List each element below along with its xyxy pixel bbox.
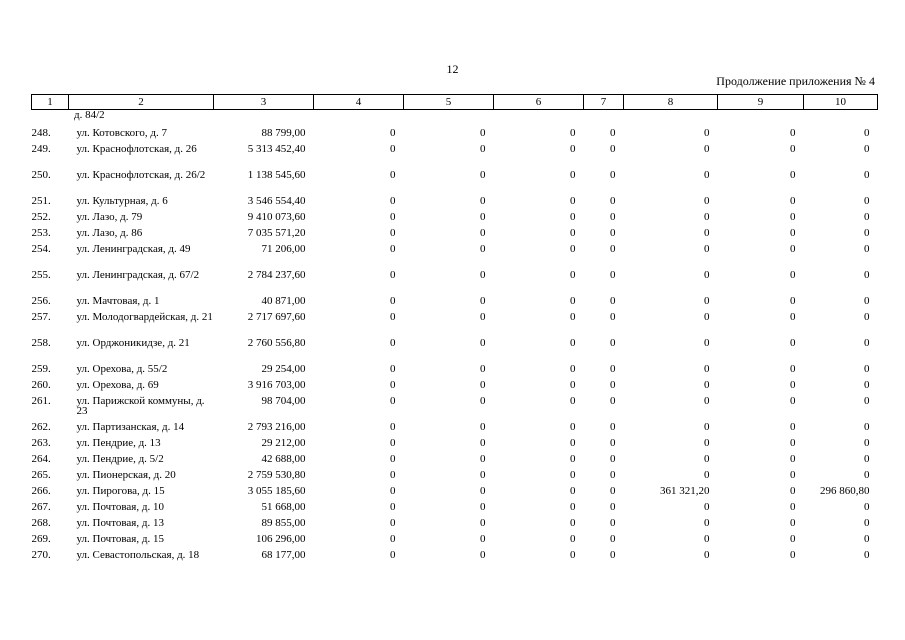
value-cell: 0 — [704, 143, 710, 155]
value-cell: 88 799,00 — [261, 127, 306, 139]
value-cell: 0 — [570, 295, 576, 307]
value-cell: 0 — [704, 337, 710, 349]
value-cell: 29 212,00 — [261, 437, 306, 449]
value-cell: 0 — [610, 517, 616, 529]
value-cell: 0 — [480, 311, 486, 323]
value-cell: 0 — [480, 437, 486, 449]
address-cell: ул. Пирогова, д. 15 — [76, 485, 165, 497]
value-cell: 0 — [390, 337, 396, 349]
table-row — [32, 548, 878, 574]
value-cell: 0 — [704, 363, 710, 375]
value-cell: 0 — [480, 453, 486, 465]
value-cell: 0 — [790, 501, 796, 513]
row-number: 268. — [31, 517, 51, 529]
col-header: 10 — [804, 95, 878, 110]
value-cell: 0 — [390, 295, 396, 307]
value-cell: 0 — [790, 311, 796, 323]
table-row — [32, 436, 878, 452]
value-cell: 0 — [390, 501, 396, 513]
address-cell: ул. Орехова, д. 55/2 — [76, 363, 168, 375]
address-cell: ул. Почтовая, д. 13 — [76, 517, 164, 529]
value-cell: 0 — [704, 269, 710, 281]
value-cell: 0 — [570, 501, 576, 513]
col-header: 7 — [584, 95, 624, 110]
value-cell: 7 035 571,20 — [247, 227, 306, 239]
value-cell: 0 — [570, 395, 576, 407]
value-cell: 0 — [390, 549, 396, 561]
value-cell: 0 — [610, 379, 616, 391]
value-cell: 0 — [864, 469, 870, 481]
value-cell: 0 — [480, 395, 486, 407]
value-cell: 0 — [610, 337, 616, 349]
value-cell: 0 — [610, 169, 616, 181]
value-cell: 0 — [790, 211, 796, 223]
value-cell: 0 — [610, 469, 616, 481]
address-cell: ул. Парижской коммуны, д. 23 — [76, 395, 205, 417]
value-cell: 0 — [864, 379, 870, 391]
value-cell: 0 — [610, 485, 616, 497]
address-cell: ул. Почтовая, д. 15 — [76, 533, 164, 545]
continuation-caption: Продолжение приложения № 4 — [716, 74, 875, 88]
value-cell: 51 668,00 — [261, 501, 306, 513]
value-cell: 0 — [390, 469, 396, 481]
value-cell: 0 — [390, 437, 396, 449]
col-header: 6 — [494, 95, 584, 110]
table-row — [32, 268, 878, 294]
value-cell: 0 — [610, 363, 616, 375]
value-cell: 0 — [864, 549, 870, 561]
value-cell: 0 — [864, 533, 870, 545]
table-row — [32, 362, 878, 378]
value-cell: 0 — [704, 395, 710, 407]
row-number: 261. — [31, 395, 51, 407]
value-cell: 0 — [570, 485, 576, 497]
table-row — [32, 142, 878, 168]
value-cell: 0 — [610, 269, 616, 281]
value-cell: 0 — [864, 501, 870, 513]
table-row — [32, 452, 878, 468]
table-row — [32, 126, 878, 142]
address-cell: ул. Орджоникидзе, д. 21 — [76, 337, 190, 349]
value-cell: 0 — [864, 395, 870, 407]
value-cell: 0 — [864, 227, 870, 239]
value-cell: 40 871,00 — [261, 295, 306, 307]
row-number: 270. — [31, 549, 51, 561]
address-cell: ул. Ленинградская, д. 49 — [76, 243, 191, 255]
value-cell: 0 — [570, 127, 576, 139]
table-body — [32, 110, 878, 575]
row-number: 251. — [31, 195, 51, 207]
value-cell: 0 — [480, 363, 486, 375]
col-header: 4 — [314, 95, 404, 110]
row-number: 252. — [31, 211, 51, 223]
value-cell: 0 — [864, 517, 870, 529]
address-cell: ул. Краснофлотская, д. 26/2 — [76, 169, 206, 181]
value-cell: 0 — [480, 227, 486, 239]
value-cell: 0 — [570, 337, 576, 349]
value-cell: 0 — [390, 363, 396, 375]
address-cell: ул. Пендрие, д. 5/2 — [76, 453, 164, 465]
table-row — [32, 336, 878, 362]
value-cell: 98 704,00 — [261, 395, 306, 407]
row-number: 253. — [31, 227, 51, 239]
value-cell: 0 — [390, 311, 396, 323]
value-cell: 3 546 554,40 — [247, 195, 306, 207]
value-cell: 0 — [570, 363, 576, 375]
value-cell: 0 — [390, 211, 396, 223]
value-cell: 0 — [704, 169, 710, 181]
value-cell: 0 — [480, 469, 486, 481]
row-number: 269. — [31, 533, 51, 545]
column-number-header-row — [32, 95, 878, 110]
value-cell: 0 — [480, 295, 486, 307]
value-cell: 0 — [864, 143, 870, 155]
row-number: 265. — [31, 469, 51, 481]
value-cell: 0 — [390, 169, 396, 181]
table-row — [32, 484, 878, 500]
value-cell: 0 — [790, 437, 796, 449]
value-cell: 0 — [570, 227, 576, 239]
value-cell: 0 — [790, 485, 796, 497]
value-cell: 0 — [390, 395, 396, 407]
value-cell: 0 — [570, 549, 576, 561]
value-cell: 0 — [480, 169, 486, 181]
continued-cell-fragment: д. 84/2 — [74, 109, 105, 121]
value-cell: 0 — [610, 549, 616, 561]
value-cell: 0 — [790, 227, 796, 239]
value-cell: 0 — [390, 127, 396, 139]
value-cell: 0 — [390, 485, 396, 497]
value-cell: 0 — [610, 311, 616, 323]
table-row — [32, 500, 878, 516]
value-cell: 0 — [610, 501, 616, 513]
address-cell: ул. Лазо, д. 86 — [76, 227, 143, 239]
value-cell: 0 — [790, 169, 796, 181]
table-row — [32, 242, 878, 268]
address-cell: ул. Орехова, д. 69 — [76, 379, 159, 391]
value-cell: 0 — [570, 437, 576, 449]
table-row — [32, 210, 878, 226]
row-number: 248. — [31, 127, 51, 139]
value-cell: 0 — [570, 469, 576, 481]
table-row — [32, 468, 878, 484]
value-cell: 0 — [570, 533, 576, 545]
col-header: 2 — [69, 95, 214, 110]
address-cell: ул. Лазо, д. 79 — [76, 211, 143, 223]
address-cell: ул. Почтовая, д. 10 — [76, 501, 164, 513]
table-row — [32, 294, 878, 310]
value-cell: 2 784 237,60 — [247, 269, 306, 281]
value-cell: 0 — [790, 295, 796, 307]
value-cell: 0 — [704, 469, 710, 481]
value-cell: 2 759 530,80 — [247, 469, 306, 481]
spacer-row — [32, 110, 878, 127]
value-cell: 0 — [570, 269, 576, 281]
value-cell: 0 — [864, 295, 870, 307]
value-cell: 0 — [390, 379, 396, 391]
value-cell: 0 — [390, 453, 396, 465]
value-cell: 0 — [610, 421, 616, 433]
value-cell: 0 — [570, 169, 576, 181]
row-number: 258. — [31, 337, 51, 349]
value-cell: 0 — [790, 379, 796, 391]
value-cell: 0 — [704, 379, 710, 391]
address-cell: ул. Краснофлотская, д. 26 — [76, 143, 197, 155]
value-cell: 0 — [790, 517, 796, 529]
value-cell: 0 — [864, 127, 870, 139]
value-cell: 0 — [704, 437, 710, 449]
value-cell: 0 — [790, 395, 796, 407]
row-number: 250. — [31, 169, 51, 181]
row-number: 257. — [31, 311, 51, 323]
value-cell: 0 — [480, 127, 486, 139]
value-cell: 0 — [864, 211, 870, 223]
value-cell: 0 — [704, 501, 710, 513]
table-row — [32, 378, 878, 394]
row-number: 264. — [31, 453, 51, 465]
table-row — [32, 194, 878, 210]
table-row — [32, 168, 878, 194]
value-cell: 0 — [570, 421, 576, 433]
page-number: 12 — [446, 62, 459, 76]
value-cell: 2 760 556,80 — [247, 337, 306, 349]
value-cell: 0 — [390, 243, 396, 255]
value-cell: 0 — [610, 195, 616, 207]
value-cell: 0 — [480, 211, 486, 223]
appendix-table — [31, 94, 878, 574]
value-cell: 0 — [864, 453, 870, 465]
value-cell: 0 — [390, 533, 396, 545]
value-cell: 0 — [570, 143, 576, 155]
address-cell: ул. Пендрие, д. 13 — [76, 437, 161, 449]
value-cell: 0 — [864, 195, 870, 207]
value-cell: 0 — [610, 295, 616, 307]
address-cell: ул. Котовского, д. 7 — [76, 127, 167, 139]
row-number: 259. — [31, 363, 51, 375]
value-cell: 0 — [790, 127, 796, 139]
value-cell: 0 — [480, 501, 486, 513]
value-cell: 5 313 452,40 — [247, 143, 306, 155]
value-cell: 0 — [480, 549, 486, 561]
value-cell: 0 — [390, 195, 396, 207]
value-cell: 0 — [864, 437, 870, 449]
col-header: 9 — [718, 95, 804, 110]
value-cell: 0 — [790, 363, 796, 375]
address-cell: ул. Мачтовая, д. 1 — [76, 295, 160, 307]
value-cell: 0 — [704, 227, 710, 239]
row-number: 256. — [31, 295, 51, 307]
col-header: 3 — [214, 95, 314, 110]
value-cell: 0 — [480, 337, 486, 349]
value-cell: 0 — [570, 243, 576, 255]
value-cell: 0 — [704, 127, 710, 139]
row-number: 266. — [31, 485, 51, 497]
address-cell: ул. Пионерская, д. 20 — [76, 469, 176, 481]
value-cell: 0 — [704, 421, 710, 433]
table-row — [32, 420, 878, 436]
table-row — [32, 516, 878, 532]
value-cell: 0 — [790, 469, 796, 481]
address-cell: ул. Культурная, д. 6 — [76, 195, 168, 207]
col-header: 8 — [624, 95, 718, 110]
value-cell: 0 — [480, 143, 486, 155]
row-number: 255. — [31, 269, 51, 281]
value-cell: 0 — [790, 243, 796, 255]
value-cell: 0 — [390, 269, 396, 281]
value-cell: 42 688,00 — [261, 453, 306, 465]
value-cell: 0 — [704, 211, 710, 223]
value-cell: 0 — [570, 379, 576, 391]
value-cell: 0 — [790, 533, 796, 545]
value-cell: 0 — [480, 421, 486, 433]
value-cell: 9 410 073,60 — [247, 211, 306, 223]
value-cell: 2 717 697,60 — [247, 311, 306, 323]
row-number: 260. — [31, 379, 51, 391]
value-cell: 0 — [704, 549, 710, 561]
value-cell: 0 — [480, 195, 486, 207]
value-cell: 68 177,00 — [261, 549, 306, 561]
row-number: 249. — [31, 143, 51, 155]
address-cell: ул. Ленинградская, д. 67/2 — [76, 269, 200, 281]
address-cell: ул. Партизанская, д. 14 — [76, 421, 185, 433]
value-cell: 0 — [790, 549, 796, 561]
value-cell: 0 — [390, 421, 396, 433]
value-cell: 0 — [610, 243, 616, 255]
value-cell: 0 — [610, 453, 616, 465]
value-cell: 0 — [864, 269, 870, 281]
value-cell: 0 — [704, 517, 710, 529]
value-cell: 0 — [480, 379, 486, 391]
value-cell: 0 — [570, 517, 576, 529]
row-number: 262. — [31, 421, 51, 433]
table-row — [32, 310, 878, 336]
value-cell: 0 — [480, 517, 486, 529]
value-cell: 71 206,00 — [261, 243, 306, 255]
value-cell: 0 — [704, 453, 710, 465]
value-cell: 0 — [390, 227, 396, 239]
value-cell: 0 — [790, 143, 796, 155]
value-cell: 0 — [790, 453, 796, 465]
value-cell: 0 — [610, 533, 616, 545]
value-cell: 0 — [390, 517, 396, 529]
value-cell: 0 — [704, 243, 710, 255]
value-cell: 0 — [570, 453, 576, 465]
row-number: 267. — [31, 501, 51, 513]
value-cell: 0 — [864, 243, 870, 255]
table-row — [32, 394, 878, 420]
value-cell: 0 — [610, 211, 616, 223]
value-cell: 0 — [790, 269, 796, 281]
value-cell: 0 — [704, 295, 710, 307]
value-cell: 0 — [570, 195, 576, 207]
value-cell: 0 — [864, 169, 870, 181]
table-row — [32, 532, 878, 548]
value-cell: 0 — [704, 533, 710, 545]
value-cell: 0 — [864, 311, 870, 323]
value-cell: 0 — [790, 195, 796, 207]
value-cell: 0 — [864, 337, 870, 349]
value-cell: 0 — [480, 243, 486, 255]
address-cell: ул. Севастопольская, д. 18 — [76, 549, 200, 561]
col-header: 1 — [32, 95, 69, 110]
value-cell: 0 — [864, 363, 870, 375]
value-cell: 29 254,00 — [261, 363, 306, 375]
value-cell: 0 — [570, 211, 576, 223]
value-cell: 0 — [864, 421, 870, 433]
value-cell: 3 916 703,00 — [247, 379, 306, 391]
col-header: 5 — [404, 95, 494, 110]
value-cell: 0 — [790, 337, 796, 349]
row-number: 254. — [31, 243, 51, 255]
address-cell: ул. Молодогвардейская, д. 21 — [76, 311, 213, 323]
value-cell: 0 — [480, 485, 486, 497]
value-cell: 0 — [610, 143, 616, 155]
value-cell: 0 — [610, 437, 616, 449]
value-cell: 0 — [390, 143, 396, 155]
value-cell: 3 055 185,60 — [247, 485, 306, 497]
value-cell: 296 860,80 — [820, 485, 870, 497]
value-cell: 0 — [704, 311, 710, 323]
table-row — [32, 226, 878, 242]
value-cell: 1 138 545,60 — [247, 169, 306, 181]
value-cell: 0 — [610, 227, 616, 239]
value-cell: 0 — [480, 269, 486, 281]
value-cell: 0 — [610, 395, 616, 407]
value-cell: 0 — [480, 533, 486, 545]
value-cell: 0 — [570, 311, 576, 323]
value-cell: 89 855,00 — [261, 517, 306, 529]
value-cell: 0 — [790, 421, 796, 433]
value-cell: 0 — [610, 127, 616, 139]
value-cell: 361 321,20 — [660, 485, 710, 497]
value-cell: 2 793 216,00 — [247, 421, 306, 433]
row-number: 263. — [31, 437, 51, 449]
value-cell: 0 — [704, 195, 710, 207]
value-cell: 106 296,00 — [256, 533, 306, 545]
